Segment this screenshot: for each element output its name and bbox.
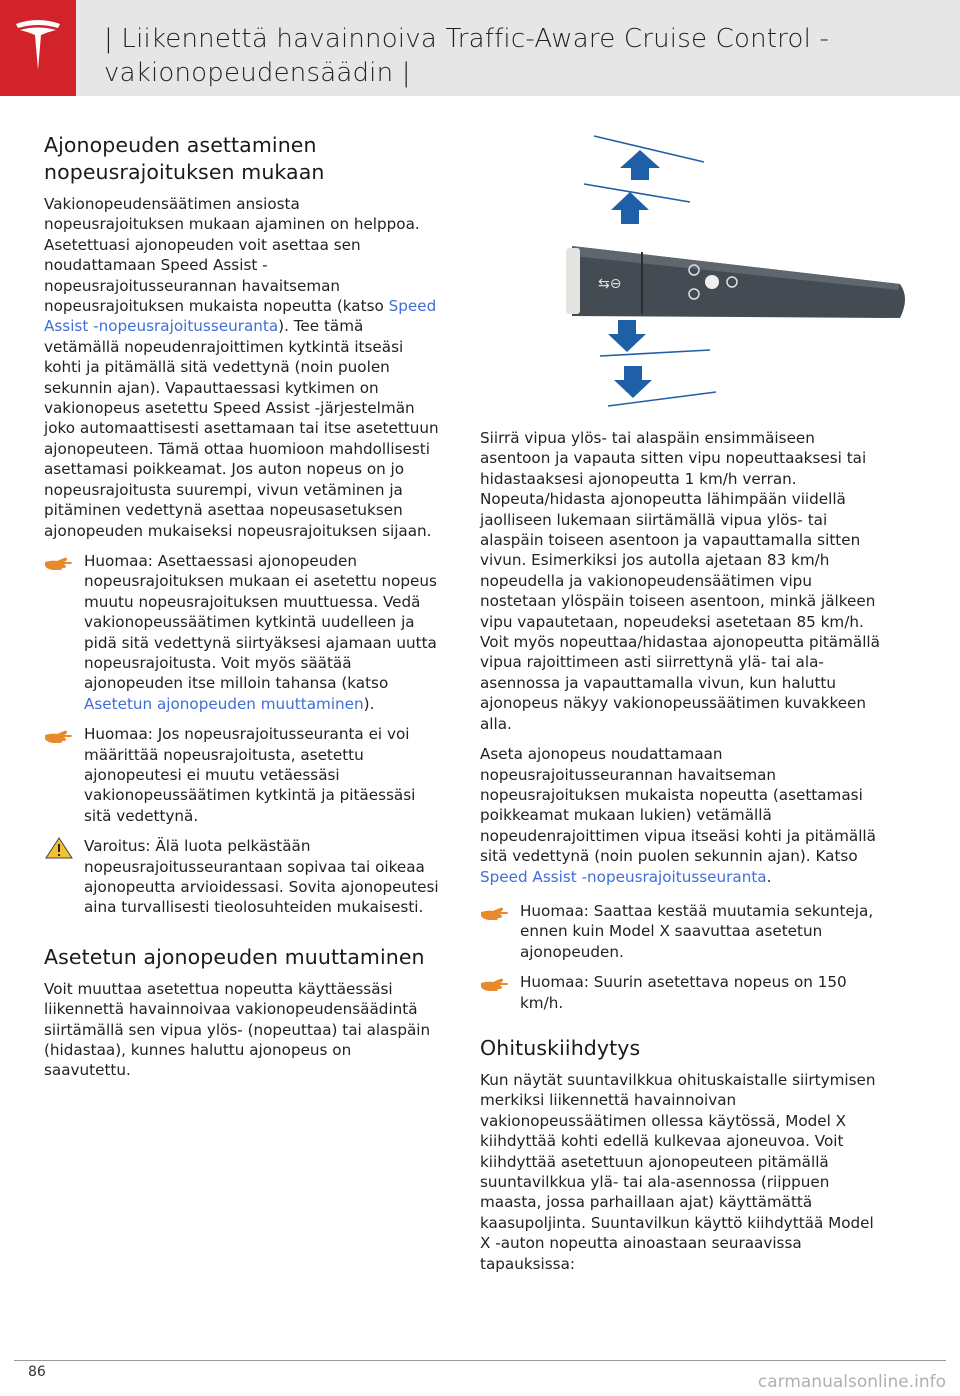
arrow-down-icon [614,366,652,398]
cruise-stalk-illustration [560,128,920,413]
left-column [44,132,439,1091]
pointing-hand-icon [480,974,510,994]
pointing-hand-icon [44,553,74,573]
warning-item: Varoitus: Älä luota pelkästään nopeusrajoitusseurantaan sopivaa tai oikeaa ajonopeutta arvioidessasi. Sovita ajonopeutesi aina turvallisesti tieolosuhteiden mukaisesti. [44,836,439,918]
stalk-lever [566,246,905,318]
tesla-logo-icon [14,18,62,74]
link-speed-assist[interactable]: Speed Assist -nopeusrajoitusseuranta [44,297,437,336]
arrow-down-icon [608,320,646,352]
link-speed-assist[interactable]: Speed Assist -nopeusrajoitusseuranta [480,867,767,886]
stalk-diagram [560,128,920,413]
note-item: Huomaa: Jos nopeusrajoitusseuranta ei voi määrittää nopeusrajoitusta, asetettu ajonopeutesi ei muutu vetäessäsi vakionopeussäätimen kytkintä ja pitäessäsi sitä vedettynä. [44,724,439,826]
paragraph-speed-limit: Vakionopeudensäätimen ansiosta nopeusrajoituksen mukaan ajaminen on helppoa. Asetettuasi ajonopeuden voit asettaa sen noudattamaan Speed Assist -nopeusrajoitusseurannan havaitseman nopeusrajoituksen mukaista nopeutta (katso Speed Assist -nopeusrajoitusseuranta). Tee tämä vetämällä nopeudenrajoittimen kytkintä itseäsi kohti ja pitämällä sitä vedettynä (noin puolen sekunnin ajan). Vapauttaessasi kytkimen on vakionopeus asetettu Speed Assist -järjestelmän joko automaattisesti asettamaan tai itse asetettuun ajonopeuteen. Tämä ottaa huomioon mahdollisesti asettamasi poikkeamat. Jos auton nopeus on jo nopeusrajoitusta suurempi, vivun vetäminen ja pitäminen vedettynä asettaa nopeusasetuksen ajonopeuden mukaiseksi nopeusrajoituksen sijaan. [44,195,439,540]
right-column [480,428,880,1284]
section-heading-overtake: Ohituskiihdytys [480,1035,641,1060]
pointing-hand-icon [480,903,510,923]
pointing-hand-icon [44,726,74,746]
paragraph-overtake: Kun näytät suuntavilkkua ohituskaistalle siirtymisen merkiksi liikennettä havainnoivan vakionopeussäätimen ollessa käytössä, Model X kiihdyttää kohti edellä kulkevaa ajoneuvoa. Voit kiihdyttää asetettuun ajonopeuteen pitämällä suuntavilkkua ylä- tai ala-asennossa (riippuen maasta, jossa parhaillaan ajat) käyttämättä kaasupoljinta. Suuntavilkun käyttö kiihdyttää Model X -auton nopeutta ainoastaan seuraavissa tapauksissa: [480,1070,876,1273]
page-title: | Liikennettä havainnoiva Traffic-Aware Cruise Control - vakionopeudensäädin | [104,24,830,88]
section-heading-speed-limit: Ajonopeuden asettaminen nopeusrajoituksen mukaan [44,133,325,184]
watermark: carmanualsonline.info [757,1372,946,1392]
note-item: Huomaa: Suurin asetettava nopeus on 150 km/h. [480,972,880,1013]
svg-text:⇆⊖: ⇆⊖ [598,276,622,292]
arrow-up-icon [620,150,660,180]
paragraph-change-speed: Voit muuttaa asetettua nopeutta käyttäessäsi liikennettä havainnoivaa vakionopeudensäädintä siirtämällä sen vipua ylös- (nopeuttaa) tai alaspäin (hidastaa), kunnes haluttu ajonopeus on saavutettu. [44,979,431,1080]
arrow-up-icon [611,192,649,224]
footer-divider [14,1360,946,1361]
paragraph-lever-positions: Siirrä vipua ylös- tai alaspäin ensimmäiseen asentoon ja vapauta sitten vipu nopeuttaaksesi tai hidastaaksesi ajonopeutta 1 km/h verran. Nopeuta/hidasta ajonopeutta lähimpään viidellä jaolliseen lukemaan siirtämällä vipua ylös- tai alaspäin toiseen asentoon ja vapauttamalla sitten vivun. Esimerkiksi jos autolla ajetaan 83 km/h nopeudella ja vakionopeudensäätimen vipu nostetaan ylöspäin toiseen asentoon, minkä jälkeen vipu vapautetaan, nopeudeksi asetetaan 85 km/h. Voit myös nopeuttaa/hidastaa ajonopeutta pitämällä vipua rajoittimeen asti siirrettynä ylä- tai ala-asennossa ja vapauttamalla vivun, kun haluttu ajonopeus näkyy vakionopeussäätimen kuvakkeen alla. [480,429,880,733]
link-change-speed[interactable]: Asetetun ajonopeuden muuttaminen [84,694,364,713]
paragraph-speed-assist: Aseta ajonopeus noudattamaan nopeusrajoitusseurannan havaitseman nopeusrajoituksen mukaista nopeutta (asettamasi poikkeamat mukaan lukien) vetämällä nopeudenrajoittimen vipua itseäsi kohti ja pitämällä sitä vedettynä (noin puolen sekunnin ajan). Katso Speed Assist -nopeusrajoitusseuranta. [480,745,876,886]
note-item: Huomaa: Saattaa kestää muutamia sekunteja, ennen kuin Model X saavuttaa asetetun ajonopeuden. [480,901,880,962]
note-item: Huomaa: Asettaessasi ajonopeuden nopeusrajoituksen mukaan ei asetettu nopeus muutu nopeusrajoituksen muuttuessa. Vedä vakionopeussäätimen kytkintä uudelleen ja pidä sitä vedettynä siirtyäksesi ajamaan uutta nopeusrajoitusta. Voit myös säätää ajonopeuden itse milloin tahansa (katso Asetetun ajonopeuden muuttaminen). [44,551,439,714]
warning-triangle-icon [44,836,74,860]
section-heading-change-speed: Asetetun ajonopeuden muuttaminen [44,944,425,969]
page-number: 86 [28,1364,46,1380]
tesla-logo [0,0,76,96]
page-header [0,0,960,96]
